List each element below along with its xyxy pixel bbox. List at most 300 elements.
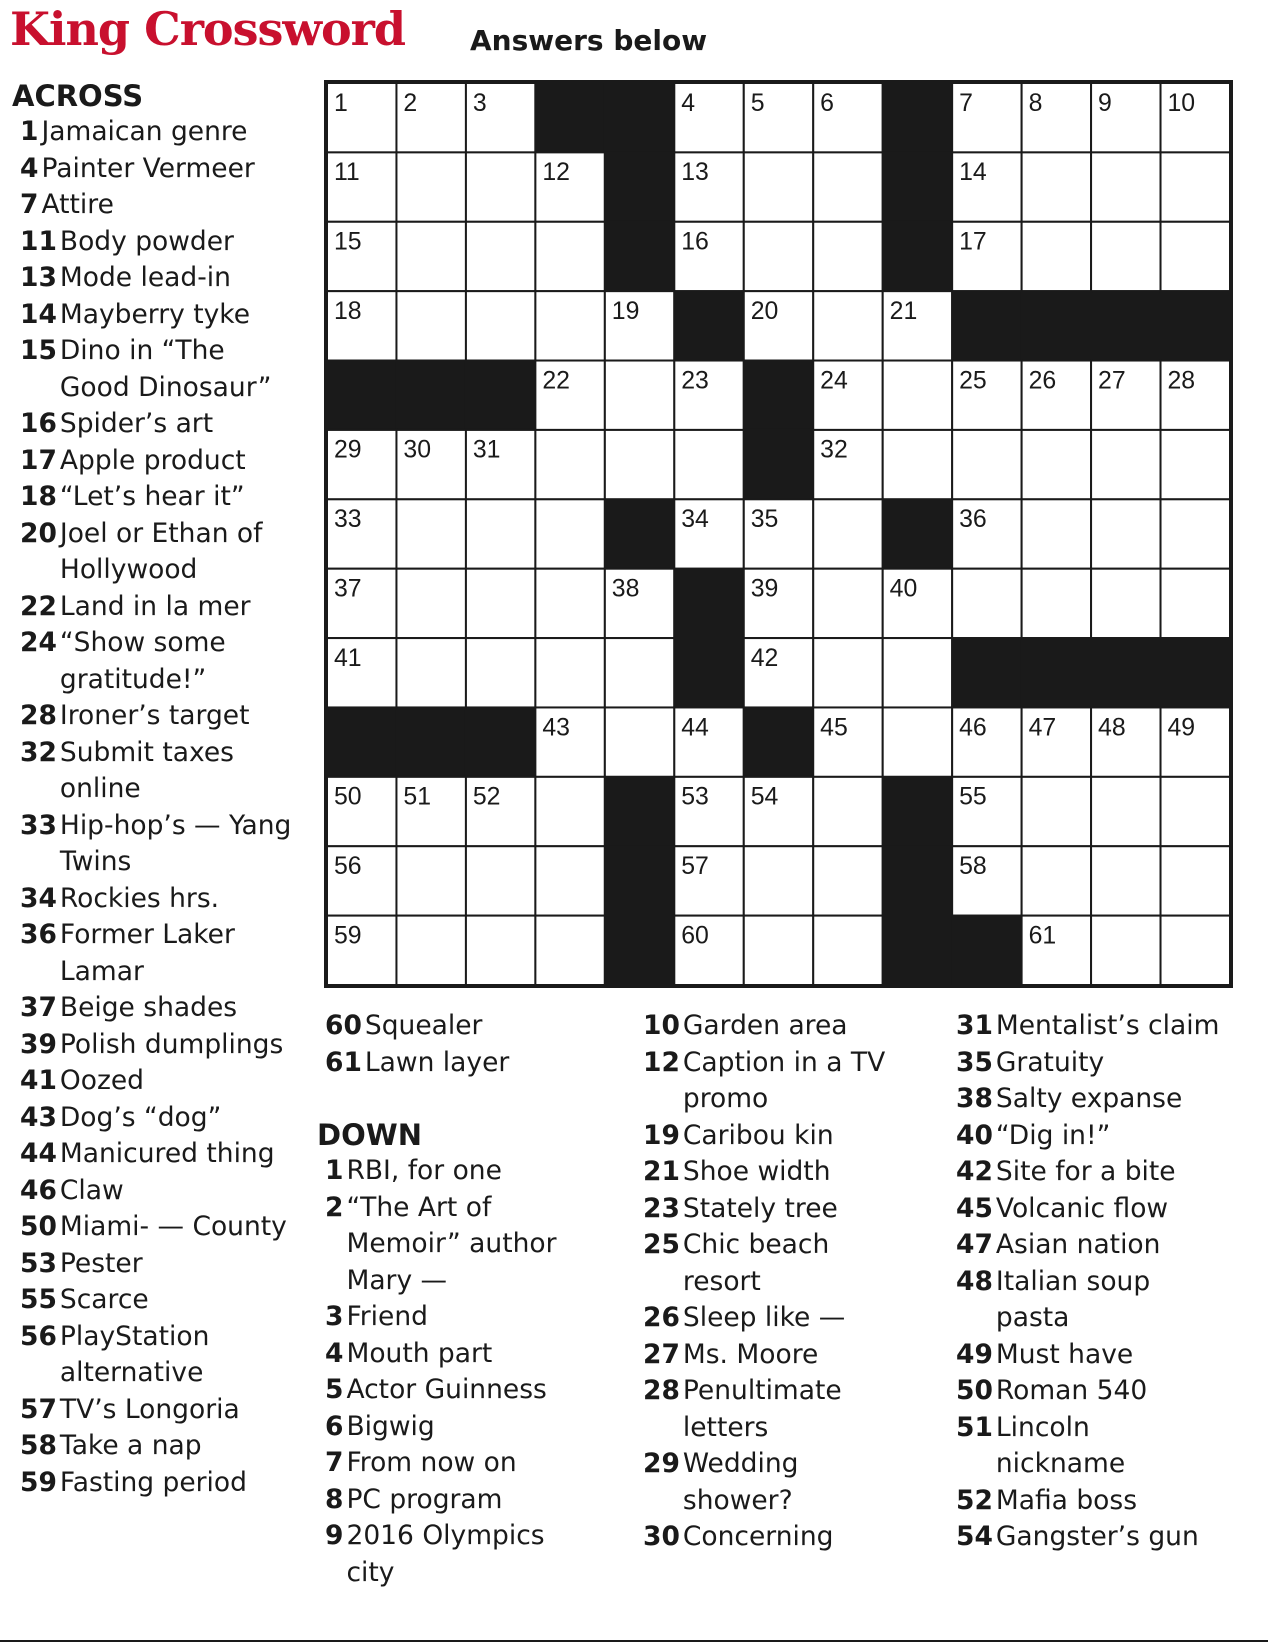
clue-text: Hip-hop’s — Yang Twins	[59, 809, 292, 877]
grid-cell[interactable]	[813, 291, 882, 360]
grid-cell[interactable]	[1161, 222, 1230, 291]
down-clue-25	[643, 1227, 953, 1300]
clue-number: 34	[20, 882, 57, 914]
clue-number: 53	[20, 1247, 57, 1279]
down-clue-26	[643, 1300, 953, 1337]
grid-cell-number: 5	[750, 89, 765, 117]
grid-block	[1022, 291, 1091, 360]
clue-number: 29	[643, 1448, 680, 1479]
clue-number: 17	[20, 444, 57, 476]
clue-number: 37	[20, 992, 57, 1023]
down-clue-27	[643, 1337, 953, 1374]
clue-number: 43	[20, 1101, 57, 1133]
grid-block	[1161, 638, 1230, 707]
grid-cell[interactable]	[535, 291, 604, 360]
grid-cell-number: 59	[333, 922, 362, 950]
grid-cell-number: 32	[820, 436, 848, 464]
grid-block	[952, 916, 1021, 985]
clue-number: 57	[20, 1393, 57, 1425]
clue-number: 36	[20, 919, 57, 950]
clue-number: 7	[20, 189, 39, 220]
clue-text: Mouth part	[346, 1337, 493, 1369]
clue-text: Sleep like —	[682, 1302, 846, 1333]
grid-cell[interactable]	[396, 152, 465, 221]
grid-cell[interactable]	[1161, 499, 1230, 568]
clue-text: RBI, for one	[346, 1155, 502, 1186]
clue-text: Pester	[59, 1247, 143, 1279]
clue-text: PlayStation alternative	[59, 1320, 210, 1388]
clue-number: 31	[956, 1010, 993, 1041]
grid-cell[interactable]	[1022, 152, 1091, 221]
across-clue-22	[12, 589, 312, 626]
down-clue-10	[643, 1008, 953, 1045]
across-clue-36	[12, 917, 312, 990]
grid-cell[interactable]	[674, 430, 743, 499]
across-clue-60	[325, 1008, 625, 1045]
grid-cell[interactable]	[813, 499, 882, 568]
grid-cell-number: 28	[1167, 367, 1196, 395]
grid-block	[396, 361, 465, 430]
clue-number: 28	[643, 1375, 680, 1406]
clue-number: 48	[956, 1265, 993, 1297]
grid-cell-number: 53	[681, 783, 709, 811]
across-clue-33	[12, 808, 312, 881]
clue-text: Gangster’s gun	[995, 1521, 1199, 1552]
down-clue-2	[325, 1190, 625, 1300]
grid-cell[interactable]	[1161, 152, 1230, 221]
across-clue-24	[12, 625, 312, 698]
grid-cell[interactable]	[605, 638, 674, 707]
grid-block	[327, 361, 396, 430]
grid-cell[interactable]	[952, 569, 1021, 638]
clue-text: Asian nation	[995, 1229, 1161, 1260]
grid-cell[interactable]	[396, 569, 465, 638]
clue-text: TV’s Longoria	[59, 1393, 240, 1425]
grid-block	[744, 430, 813, 499]
grid-cell-number: 15	[333, 228, 362, 256]
grid-cell[interactable]	[744, 152, 813, 221]
clue-number: 16	[20, 408, 57, 439]
clue-number: 50	[20, 1211, 57, 1242]
clue-text: Take a nap	[59, 1430, 202, 1461]
grid-cell[interactable]	[466, 569, 535, 638]
clue-text: Actor Guinness	[346, 1374, 547, 1405]
grid-cell[interactable]	[1161, 916, 1230, 985]
clue-text: Oozed	[59, 1065, 144, 1096]
grid-cell-number: 24	[820, 367, 848, 395]
grid-cell[interactable]	[396, 499, 465, 568]
grid-cell[interactable]	[1022, 777, 1091, 846]
grid-block	[396, 707, 465, 776]
down-clue-23	[643, 1191, 953, 1228]
clue-number: 42	[956, 1156, 993, 1187]
grid-cell-number: 1	[333, 89, 348, 117]
clue-text: Shoe width	[682, 1156, 831, 1187]
grid-cell[interactable]	[396, 222, 465, 291]
clue-text: Garden area	[682, 1010, 848, 1041]
down-clue-48	[956, 1264, 1266, 1337]
across-clue-4	[12, 151, 312, 188]
grid-cell-number: 39	[750, 575, 779, 603]
clue-text: Mayberry tyke	[59, 298, 251, 330]
clue-number: 18	[20, 481, 57, 512]
down-clue-42	[956, 1154, 1266, 1191]
grid-cell[interactable]	[744, 916, 813, 985]
grid-cell-number: 27	[1098, 367, 1126, 395]
down-clue-51	[956, 1410, 1266, 1483]
clue-text: Roman 540	[995, 1375, 1148, 1406]
clue-number: 5	[325, 1374, 344, 1405]
grid-cell-number: 13	[681, 159, 709, 187]
clue-number: 19	[643, 1119, 680, 1151]
clue-text: Submit taxes online	[59, 736, 234, 804]
clue-number: 35	[956, 1046, 993, 1078]
grid-cell[interactable]	[1161, 430, 1230, 499]
grid-cell[interactable]	[535, 499, 604, 568]
grid-block	[605, 83, 674, 152]
grid-cell-number: 6	[820, 89, 834, 117]
grid-cell[interactable]	[466, 638, 535, 707]
grid-cell-number: 57	[681, 853, 709, 881]
puzzle-subtitle: Answers below	[470, 24, 708, 57]
grid-cell[interactable]	[813, 222, 882, 291]
down-clue-45	[956, 1191, 1266, 1228]
clue-number: 51	[956, 1411, 993, 1443]
clue-number: 23	[643, 1192, 680, 1224]
clue-number: 15	[20, 335, 57, 366]
grid-cell[interactable]	[466, 499, 535, 568]
grid-cell[interactable]	[813, 846, 882, 915]
grid-block	[1091, 638, 1160, 707]
grid-block	[674, 569, 743, 638]
clue-number: 10	[643, 1010, 680, 1041]
grid-cell[interactable]	[466, 222, 535, 291]
grid-cell[interactable]	[1091, 430, 1160, 499]
down-clue-31	[956, 1008, 1266, 1045]
across-clue-61	[325, 1045, 625, 1082]
clue-text: Caribou kin	[682, 1119, 834, 1151]
grid-cell-number: 47	[1028, 714, 1057, 742]
clue-text: Polish dumplings	[59, 1028, 284, 1060]
clue-text: Attire	[41, 189, 114, 220]
grid-block	[466, 707, 535, 776]
across-clue-46	[12, 1173, 312, 1210]
clue-text: Rockies hrs.	[59, 882, 220, 914]
grid-cell-number: 44	[681, 714, 709, 742]
clue-text: Spider’s art	[59, 408, 214, 439]
grid-cell[interactable]	[1091, 777, 1160, 846]
down-clue-5	[325, 1372, 625, 1409]
grid-block	[605, 222, 674, 291]
down-clue-54	[956, 1519, 1266, 1556]
grid-cell-number: 21	[889, 297, 918, 325]
grid-block	[1161, 291, 1230, 360]
grid-cell-number: 60	[681, 922, 709, 950]
grid-cell[interactable]	[813, 638, 882, 707]
grid-cell[interactable]	[396, 291, 465, 360]
grid-cell[interactable]	[535, 846, 604, 915]
clue-number: 52	[956, 1484, 993, 1516]
clue-number: 44	[20, 1138, 57, 1169]
grid-cell[interactable]	[396, 916, 465, 985]
across-clue-39	[12, 1027, 312, 1064]
across-clue-20	[12, 516, 312, 589]
grid-cell-number: 38	[611, 575, 640, 603]
across-clue-11	[12, 224, 312, 261]
grid-cell[interactable]	[1091, 499, 1160, 568]
grid-cell[interactable]	[1161, 846, 1230, 915]
grid-cell[interactable]	[396, 638, 465, 707]
grid-block	[605, 152, 674, 221]
clue-text: Caption in a TV promo	[682, 1046, 886, 1114]
clue-text: Gratuity	[995, 1046, 1105, 1078]
grid-cell[interactable]	[1091, 222, 1160, 291]
grid-cell[interactable]	[466, 152, 535, 221]
across-clue-44	[12, 1136, 312, 1173]
across-clue-15	[12, 333, 312, 406]
grid-cell[interactable]	[744, 846, 813, 915]
clue-number: 9	[325, 1520, 344, 1551]
grid-cell-number: 43	[542, 714, 570, 742]
across-clue-41	[12, 1063, 312, 1100]
clue-number: 38	[956, 1083, 993, 1114]
grid-cell[interactable]	[535, 916, 604, 985]
grid-block	[674, 291, 743, 360]
grid-cell-number: 35	[750, 506, 779, 534]
grid-block	[605, 846, 674, 915]
grid-cell-number: 34	[681, 506, 709, 534]
grid-cell-number: 46	[959, 714, 987, 742]
across-clue-13	[12, 260, 312, 297]
grid-block	[1091, 291, 1160, 360]
down-clue-4	[325, 1336, 625, 1373]
clue-text: Painter Vermeer	[41, 152, 255, 184]
grid-cell[interactable]	[883, 361, 952, 430]
clue-text: Must have	[995, 1338, 1134, 1370]
grid-cell-number: 23	[681, 367, 709, 395]
across-clue-18	[12, 479, 312, 516]
grid-block	[605, 777, 674, 846]
clue-text: Concerning	[682, 1521, 834, 1552]
clue-number: 26	[643, 1302, 680, 1333]
clue-number: 4	[20, 152, 39, 184]
clue-text: Friend	[346, 1301, 428, 1332]
clue-text: Mafia boss	[995, 1484, 1137, 1516]
grid-cell[interactable]	[1091, 846, 1160, 915]
grid-cell[interactable]	[744, 222, 813, 291]
grid-cell[interactable]	[1161, 777, 1230, 846]
grid-cell-number: 42	[750, 644, 779, 672]
grid-cell[interactable]	[535, 777, 604, 846]
clue-text: Claw	[59, 1174, 124, 1206]
across-clue-56	[12, 1319, 312, 1392]
clue-text: Land in la mer	[59, 590, 251, 622]
down-clue-47	[956, 1227, 1266, 1264]
clue-text: Ms. Moore	[682, 1338, 819, 1370]
grid-cell[interactable]	[1091, 569, 1160, 638]
grid-cell[interactable]	[535, 222, 604, 291]
grid-cell[interactable]	[883, 430, 952, 499]
grid-cell-number: 31	[472, 436, 501, 464]
clue-text: Mode lead-in	[59, 262, 231, 293]
across-clue-43	[12, 1100, 312, 1137]
grid-cell-number: 41	[333, 644, 362, 672]
grid-cell[interactable]	[1022, 569, 1091, 638]
clue-number: 30	[643, 1521, 680, 1552]
down-clue-9	[325, 1518, 625, 1591]
clue-text: Italian soup pasta	[995, 1265, 1151, 1333]
clue-text: Salty expanse	[995, 1083, 1183, 1114]
clue-number: 14	[20, 298, 57, 330]
grid-cell[interactable]	[813, 152, 882, 221]
clue-text: Scarce	[59, 1284, 149, 1315]
clue-number: 61	[325, 1046, 362, 1078]
clue-number: 50	[956, 1375, 993, 1406]
grid-cell[interactable]	[1022, 430, 1091, 499]
grid-cell-number: 49	[1167, 714, 1196, 742]
clue-number: 47	[956, 1229, 993, 1260]
grid-cell-number: 10	[1167, 89, 1196, 117]
down-clue-21	[643, 1154, 953, 1191]
grid-block	[744, 361, 813, 430]
grid-cell[interactable]	[883, 707, 952, 776]
grid-cell[interactable]	[1022, 499, 1091, 568]
grid-cell-number: 37	[333, 575, 362, 603]
grid-block	[1022, 638, 1091, 707]
grid-cell[interactable]	[952, 430, 1021, 499]
grid-cell[interactable]	[813, 569, 882, 638]
crossword-grid[interactable]	[324, 80, 1233, 988]
down-heading: DOWN	[317, 1118, 422, 1152]
clue-text: 2016 Olympics city	[346, 1520, 545, 1588]
across-clue-28	[12, 698, 312, 735]
grid-cell[interactable]	[535, 430, 604, 499]
grid-cell-number: 45	[820, 714, 848, 742]
clue-number: 56	[20, 1320, 57, 1352]
clue-number: 22	[20, 590, 57, 622]
clue-text: Jamaican genre	[41, 116, 248, 147]
clue-text: Body powder	[59, 225, 234, 257]
grid-block	[883, 83, 952, 152]
clue-number: 60	[325, 1010, 362, 1041]
grid-cell[interactable]	[1161, 569, 1230, 638]
down-clue-list-continued	[643, 1008, 953, 1556]
across-clue-32	[12, 735, 312, 808]
grid-cell-number: 40	[889, 575, 918, 603]
clue-number: 2	[325, 1191, 344, 1223]
grid-cell[interactable]	[605, 361, 674, 430]
across-clue-57	[12, 1392, 312, 1429]
clue-number: 33	[20, 809, 57, 841]
clue-text: From now on	[346, 1447, 517, 1478]
grid-block	[883, 916, 952, 985]
grid-cell[interactable]	[466, 846, 535, 915]
down-clue-40	[956, 1118, 1266, 1155]
grid-block	[883, 499, 952, 568]
down-clue-8	[325, 1482, 625, 1519]
down-clue-6	[325, 1409, 625, 1446]
grid-cell-number: 26	[1028, 367, 1057, 395]
clue-number: 58	[20, 1430, 57, 1461]
clue-number: 41	[20, 1065, 57, 1096]
clue-text: Squealer	[364, 1010, 483, 1041]
clue-text: Fasting period	[59, 1466, 247, 1498]
grid-cell[interactable]	[605, 430, 674, 499]
clue-text: Apple product	[59, 444, 246, 476]
clue-number: 1	[20, 116, 39, 147]
clue-number: 21	[643, 1156, 680, 1187]
across-clue-14	[12, 297, 312, 334]
down-clue-column-2	[643, 1008, 953, 1556]
across-clue-column	[12, 78, 312, 1501]
grid-cell[interactable]	[1022, 846, 1091, 915]
grid-cell[interactable]	[813, 777, 882, 846]
down-clue-30	[643, 1519, 953, 1556]
grid-cell-number: 12	[542, 159, 570, 187]
grid-block	[952, 638, 1021, 707]
clue-number: 40	[956, 1119, 993, 1151]
grid-cell-number: 22	[542, 367, 570, 395]
across-clue-37	[12, 990, 312, 1027]
clue-text: Ironer’s target	[59, 700, 250, 731]
clue-number: 49	[956, 1338, 993, 1370]
down-clue-7	[325, 1445, 625, 1482]
grid-cell-number: 14	[959, 159, 987, 187]
across-clue-1	[12, 114, 312, 151]
grid-cell-number: 18	[333, 297, 362, 325]
grid-block	[952, 291, 1021, 360]
grid-cell-number: 25	[959, 367, 987, 395]
across-heading: ACROSS	[12, 79, 144, 113]
down-clue-52	[956, 1483, 1266, 1520]
grid-cell[interactable]	[466, 291, 535, 360]
grid-cell-number: 4	[681, 89, 696, 117]
clue-text: “Dig in!”	[995, 1119, 1111, 1151]
grid-cell[interactable]	[535, 569, 604, 638]
grid-cell[interactable]	[1091, 152, 1160, 221]
puzzle-title: King Crossword	[10, 2, 406, 56]
down-clue-28	[643, 1373, 953, 1446]
clue-text: PC program	[346, 1483, 503, 1515]
grid-cell[interactable]	[1091, 916, 1160, 985]
clue-number: 25	[643, 1229, 680, 1260]
across-clue-16	[12, 406, 312, 443]
clue-number: 3	[325, 1301, 344, 1332]
clue-column-middle	[317, 1008, 625, 1591]
grid-cell[interactable]	[466, 916, 535, 985]
clue-number: 12	[643, 1046, 680, 1078]
grid-block	[605, 916, 674, 985]
grid-cell-number: 9	[1098, 89, 1112, 117]
grid-cell-number: 55	[959, 783, 987, 811]
across-clue-7	[12, 187, 312, 224]
grid-block	[883, 777, 952, 846]
grid-cell[interactable]	[535, 638, 604, 707]
grid-cell[interactable]	[1022, 222, 1091, 291]
down-clue-49	[956, 1337, 1266, 1374]
footer-rule	[0, 1640, 1268, 1642]
clue-number: 59	[20, 1466, 57, 1498]
grid-cell[interactable]	[605, 707, 674, 776]
grid-cell[interactable]	[883, 638, 952, 707]
down-clue-column-3	[956, 1008, 1266, 1556]
grid-block	[674, 638, 743, 707]
down-clue-19	[643, 1118, 953, 1155]
down-clue-list-continued	[956, 1008, 1266, 1556]
grid-cell-number: 51	[403, 783, 432, 811]
grid-cell[interactable]	[396, 846, 465, 915]
grid-cell[interactable]	[813, 916, 882, 985]
